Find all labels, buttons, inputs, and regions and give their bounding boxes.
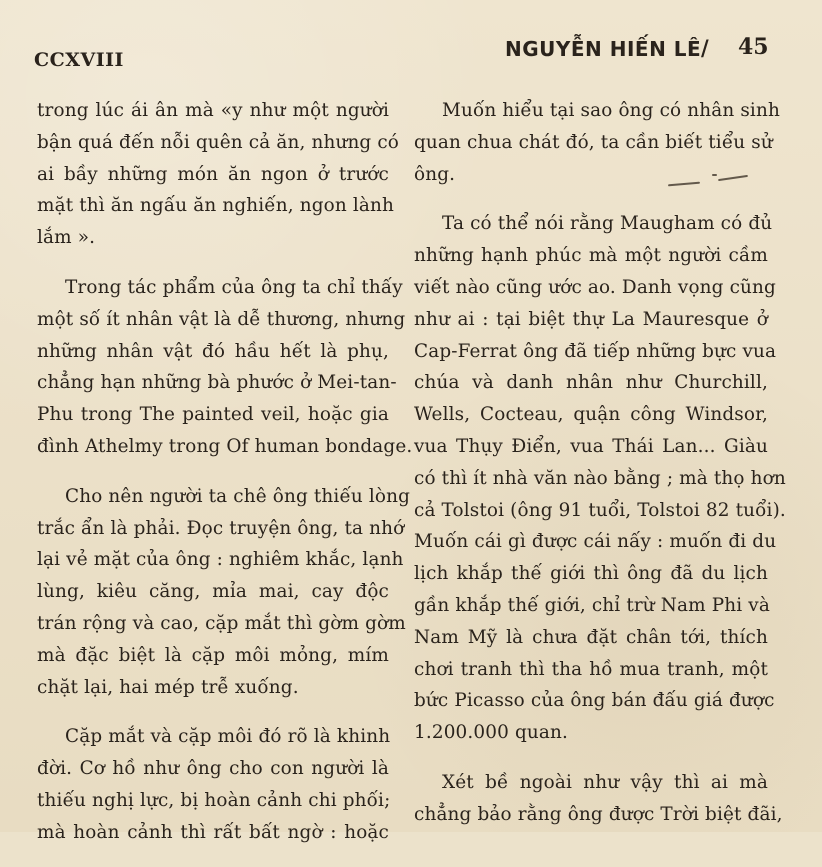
text-line: có thì ít nhà văn nào bằng ; mà thọ hơn xyxy=(414,467,786,489)
left-paragraph-3 xyxy=(37,481,411,704)
text-line: Muốn cái gì được cái nấy : muốn đi du xyxy=(414,531,777,553)
text-line: mà hoàn cảnh thì rất bất ngờ : hoặc xyxy=(37,821,389,843)
right-text-column xyxy=(414,95,786,849)
text-line: chẳng hạn những bà phước ở Mei-tan- xyxy=(37,372,397,394)
text-line: những hạnh phúc mà một người cầm xyxy=(414,245,768,267)
text-line: một số ít nhân vật là dễ thương, nhưng xyxy=(37,308,406,330)
left-paragraph-4 xyxy=(37,721,389,848)
text-line: chẳng bảo rằng ông được Trời biệt đãi, xyxy=(414,803,783,825)
text-line: thiếu nghị lực, bị hoàn cảnh chi phối; xyxy=(37,789,391,811)
text-line: Trong tác phẩm của ông ta chỉ thấy xyxy=(65,276,403,298)
text-line: cả Tolstoi (ông 91 tuổi, Tolstoi 82 tuổi). xyxy=(414,499,786,521)
text-line: những nhân vật đó hầu hết là phụ, xyxy=(37,340,389,362)
header-separator: / xyxy=(701,35,709,60)
text-line: Muốn hiểu tại sao ông có nhân sinh xyxy=(442,100,780,121)
text-line: trong lúc ái ân mà «y như một người xyxy=(37,100,389,121)
text-line: đình Athelmy trong Of human bondage. xyxy=(37,435,413,457)
text-line: Cho nên người ta chê ông thiếu lòng xyxy=(65,485,411,507)
text-line: Xét bề ngoài như vậy thì ai mà xyxy=(442,771,768,793)
text-line: lịch khắp thế giới thì ông đã du lịch xyxy=(414,563,768,585)
chapter-roman-numeral: CCXVIII xyxy=(34,49,124,71)
text-line: như ai : tại biệt thự La Mauresque ở xyxy=(414,308,768,330)
ink-mark xyxy=(712,174,717,176)
text-line: quan chua chát đó, ta cần biết tiểu sử xyxy=(414,131,773,153)
text-line: ông. xyxy=(414,163,456,185)
text-line: chúa và danh nhân như Churchill, xyxy=(414,372,768,394)
author-name: NGUYỄN HIẾN LÊ xyxy=(505,37,702,61)
text-line: trắc ẩn là phải. Đọc truyện ông, ta nhớ xyxy=(37,517,405,539)
text-line: đời. Cơ hồ như ông cho con người là xyxy=(37,758,389,780)
text-line: mà đặc biệt là cặp môi mỏng, mím xyxy=(37,644,389,666)
left-text-column xyxy=(37,95,413,867)
text-line: bức Picasso của ông bán đấu giá được xyxy=(414,690,775,712)
text-line: Nam Mỹ là chưa đặt chân tới, thích xyxy=(414,626,768,648)
text-line: lắm ». xyxy=(37,227,96,249)
left-paragraph-1 xyxy=(37,95,400,254)
text-line: chơi tranh thì tha hồ mua tranh, một xyxy=(414,658,768,680)
right-paragraph-1 xyxy=(414,95,780,190)
left-paragraph-2 xyxy=(37,272,413,463)
page-header xyxy=(0,0,822,80)
text-line: mặt thì ăn ngấu ăn nghiến, ngon lành xyxy=(37,195,394,217)
text-line: lại vẻ mặt của ông : nghiêm khắc, lạnh xyxy=(37,549,404,571)
text-line: 1.200.000 quan. xyxy=(414,722,568,744)
text-line: Cap-Ferrat ông đã tiếp những bực vua xyxy=(414,340,777,362)
text-line: gần khắp thế giới, chỉ trừ Nam Phi và xyxy=(414,594,770,616)
text-line: Phu trong The painted veil, hoặc gia xyxy=(37,404,389,426)
text-line: lùng, kiêu căng, mỉa mai, cay độc xyxy=(37,581,389,603)
text-line: Cặp mắt và cặp môi đó rõ là khinh xyxy=(65,726,391,748)
text-line: bận quá đến nỗi quên cả ăn, nhưng có xyxy=(37,131,400,153)
right-paragraph-3 xyxy=(414,767,783,831)
text-line: trán rộng và cao, cặp mắt thì gờm gờm xyxy=(37,612,406,634)
text-line: vua Thụy Điển, vua Thái Lan... Giàu xyxy=(414,435,768,457)
text-line: viết nào cũng ước ao. Danh vọng cũng xyxy=(414,276,776,298)
text-line: chặt lại, hai mép trễ xuống. xyxy=(37,676,299,698)
text-line: Wells, Cocteau, quận công Windsor, xyxy=(414,404,768,426)
text-line: ai bầy những món ăn ngon ở trước xyxy=(37,163,389,185)
text-line: Ta có thể nói rằng Maugham có đủ xyxy=(442,213,773,235)
page-number: 45 xyxy=(738,34,769,60)
right-paragraph-2 xyxy=(414,208,786,749)
